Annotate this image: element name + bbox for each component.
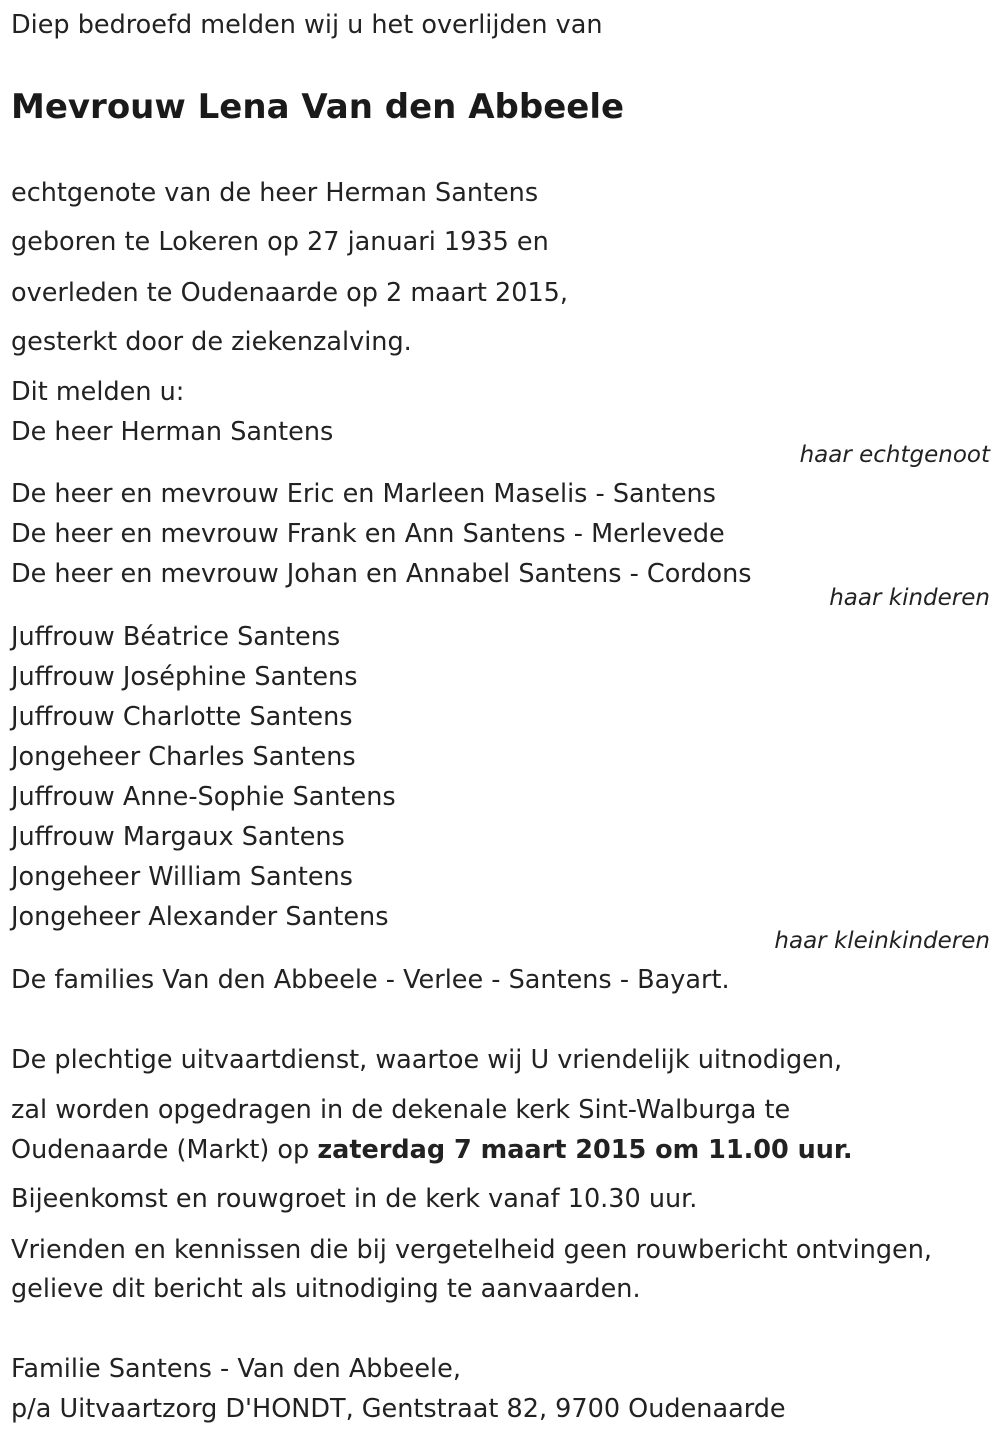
notice-line: gelieve dit bericht als uitnodiging te aanvaarden. (11, 1274, 641, 1304)
notice-line: Vrienden en kennissen die bij vergetelheid geen rouwbericht ontvingen, (11, 1235, 933, 1265)
child-name: De heer en mevrouw Eric en Marleen Maselis - Santens (11, 479, 716, 509)
grandchild-name: Jongeheer William Santens (11, 862, 353, 892)
bio-line: echtgenote van de heer Herman Santens (11, 178, 539, 208)
grandchild-name: Jongeheer Charles Santens (11, 742, 356, 772)
service-datetime: zaterdag 7 maart 2015 om 11.00 uur. (317, 1135, 853, 1165)
contact-line: Familie Santens - Van den Abbeele, (11, 1354, 461, 1384)
bio-line: overleden te Oudenaarde op 2 maart 2015, (11, 278, 569, 308)
child-name: De heer en mevrouw Johan en Annabel Santens - Cordons (11, 559, 752, 589)
announce-text: Dit melden u: (11, 377, 185, 407)
bio-line: gesterkt door de ziekenzalving. (11, 327, 412, 357)
children-role: haar kinderen (829, 585, 990, 611)
grandchild-name: Juffrouw Charlotte Santens (11, 702, 353, 732)
grandchild-name: Juffrouw Anne-Sophie Santens (11, 782, 396, 812)
service-line: De plechtige uitvaartdienst, waartoe wij U vriendelijk uitnodigen, (11, 1045, 843, 1075)
child-name: De heer en mevrouw Frank en Ann Santens - Merlevede (11, 519, 725, 549)
intro-text: Diep bedroefd melden wij u het overlijden van (11, 10, 603, 40)
grandchild-name: Juffrouw Joséphine Santens (11, 662, 358, 692)
gathering-text: Bijeenkomst en rouwgroet in de kerk vanaf 10.30 uur. (11, 1184, 698, 1214)
spouse-role: haar echtgenoot (799, 442, 990, 468)
bio-line: geboren te Lokeren op 27 januari 1935 en (11, 227, 549, 257)
deceased-name: Mevrouw Lena Van den Abbeele (11, 87, 625, 127)
families-text: De families Van den Abbeele - Verlee - Santens - Bayart. (11, 965, 730, 995)
grandchildren-role: haar kleinkinderen (774, 928, 990, 954)
contact-address: p/a Uitvaartzorg D'HONDT, Gentstraat 82, 9700 Oudenaarde (11, 1394, 786, 1424)
service-datetime-line (11, 1135, 853, 1165)
grandchild-name: Jongeheer Alexander Santens (11, 902, 389, 932)
grandchild-name: Juffrouw Béatrice Santens (11, 622, 341, 652)
service-location: Oudenaarde (Markt) op (11, 1135, 318, 1165)
grandchild-name: Juffrouw Margaux Santens (11, 822, 345, 852)
spouse-name: De heer Herman Santens (11, 417, 334, 447)
service-line: zal worden opgedragen in de dekenale kerk Sint-Walburga te (11, 1095, 791, 1125)
